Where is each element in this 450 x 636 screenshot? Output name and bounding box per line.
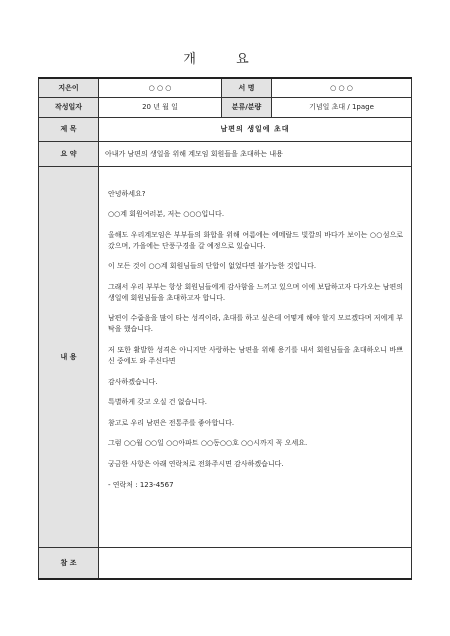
- content-paragraph: 그럼 ○○월 ○○일 ○○아파트 ○○동○○호 ○○시까지 꼭 오세요.: [108, 439, 308, 448]
- author-label: 지은이: [39, 78, 99, 97]
- subject-value: 남편의 생일에 초대: [99, 117, 412, 141]
- content-paragraph: 안녕하세요?: [108, 189, 146, 198]
- content-paragraph: 그래서 우리 부부는 항상 회원님들에게 감사함을 느끼고 있으며 이에 보답하고자 다가오는 남편의 생일에 회원님들을 초대하고자 합니다.: [108, 282, 403, 302]
- reference-value: [99, 547, 412, 579]
- subject-label: 제 목: [39, 117, 99, 141]
- content-label: 내 용: [39, 166, 99, 547]
- author-row: [39, 78, 412, 97]
- date-value: 20 년 월 일: [99, 97, 222, 117]
- content-paragraph: 올해도 우리계모임은 부부들의 화합을 위해 여름에는 에메랄드 빛깔의 바다가 보이는 ○○섬으로 갔으며, 가을에는 단풍구경을 갈 예정으로 있습니다.: [108, 230, 403, 250]
- category-label: 분류/분량: [222, 97, 272, 117]
- content-body: [99, 166, 412, 547]
- content-paragraph: - 연락처 : 123-4567: [108, 480, 174, 489]
- signature-value: ○ ○ ○: [272, 78, 412, 97]
- summary-row: [39, 141, 412, 166]
- reference-row: [39, 547, 412, 579]
- subject-row: [39, 117, 412, 141]
- content-paragraph: 감사하겠습니다.: [108, 377, 158, 386]
- signature-label: 서 명: [222, 78, 272, 97]
- date-row: [39, 97, 412, 117]
- date-label: 작성일자: [39, 97, 99, 117]
- summary-form: [38, 77, 412, 580]
- content-paragraph: 궁금한 사항은 아래 연락처로 전화주시면 감사하겠습니다.: [108, 460, 284, 469]
- summary-value: 아내가 남편의 생일을 위해 계모임 회원들을 초대하는 내용: [99, 141, 412, 166]
- content-paragraph: 이 모든 것이 ○○계 회원님들의 단합이 없었다면 불가능한 것입니다.: [108, 262, 317, 271]
- content-paragraph: 참고로 우리 남편은 전통주를 좋아합니다.: [108, 418, 235, 427]
- document-title: 개 요: [183, 52, 267, 67]
- content-row: [39, 166, 412, 547]
- content-paragraph: 저 또한 활발한 성격은 아니지만 사랑하는 남편을 위해 용기를 내서 회원님들을 초대하오니 바쁘신 중에도 와 주신다면: [108, 346, 403, 366]
- reference-label: 참 조: [39, 547, 99, 579]
- summary-label: 요 약: [39, 141, 99, 166]
- content-paragraph: ○○계 회원여러분, 저는 ○○○입니다.: [108, 210, 225, 219]
- author-value: ○ ○ ○: [99, 78, 222, 97]
- content-paragraph: 남편이 수줍음을 많이 타는 성격이라, 초대를 하고 싶은데 어떻게 해야 할지 모르겠다며 저에게 부탁을 했습니다.: [108, 314, 403, 334]
- category-value: 기념일 초대 / 1page: [272, 97, 412, 117]
- content-paragraph: 특별하게 갖고 오실 건 없습니다.: [108, 398, 208, 407]
